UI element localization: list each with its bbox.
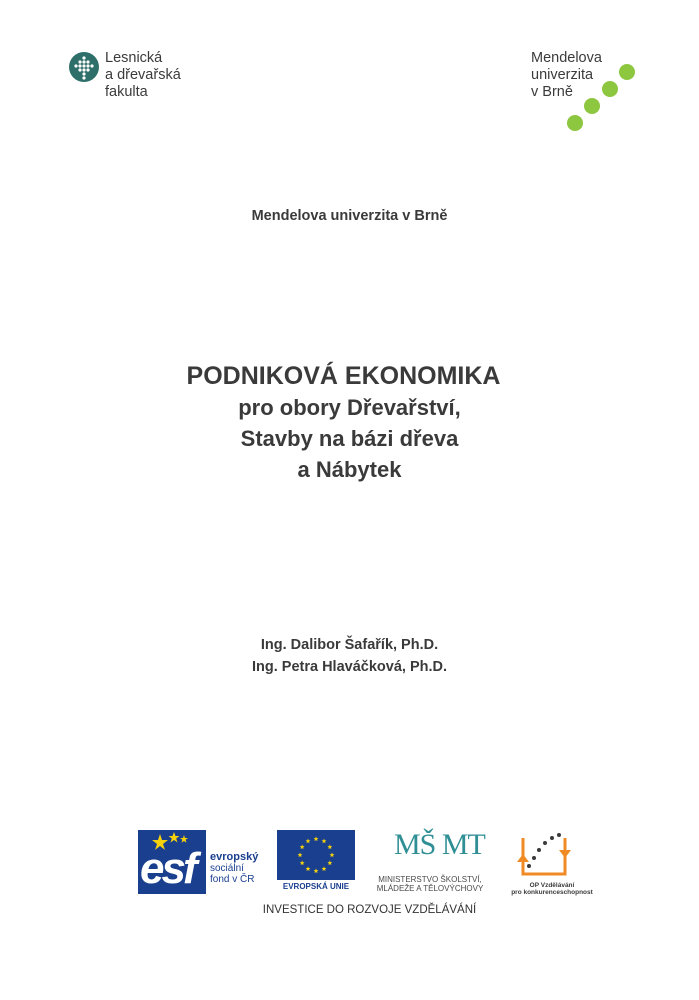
op-text: [507, 882, 597, 896]
title-main: PODNIKOVÁ EKONOMIKA: [186, 362, 501, 390]
university-name-line: v Brně: [531, 84, 573, 100]
faculty-name-line: a dřevařská: [105, 67, 181, 83]
esf-text-line: fond v ČR: [210, 874, 255, 885]
authors: [0, 634, 699, 678]
faculty-name-line: Lesnická: [105, 50, 163, 66]
eu-label: EVROPSKÁ UNIE: [282, 882, 350, 891]
msmt-mark: MŠ MT: [394, 828, 485, 861]
eu-star: [322, 866, 327, 871]
eu-star: [300, 844, 305, 849]
faculty-logo: [69, 50, 181, 101]
op-text-line: pro konkurenceschopnost: [511, 889, 593, 896]
eu-star: [327, 844, 332, 849]
eu-flag-icon: [277, 830, 355, 880]
msmt-text: [360, 875, 500, 893]
author-name: Ing. Petra Hlaváčková, Ph.D.: [251, 659, 448, 675]
eu-star: [314, 868, 319, 873]
eu-star: [327, 860, 332, 865]
eu-logo: [277, 830, 355, 894]
op-emblem-icon: [507, 828, 597, 882]
op-text-line: OP Vzdělávání: [529, 882, 575, 889]
msmt-logo: [360, 828, 500, 896]
eu-star: [298, 852, 303, 857]
esf-text: [210, 852, 258, 885]
green-dots-icon: [531, 50, 651, 140]
eu-star: [330, 852, 335, 857]
document-title: [0, 360, 699, 485]
title-line: Stavby na bázi dřeva: [240, 426, 459, 451]
title-line: a Nábytek: [297, 457, 402, 482]
footer-slogan: INVESTICE DO ROZVOJE VZDĚLÁVÁNÍ: [262, 904, 477, 916]
faculty-name-line: fakulta: [105, 84, 148, 100]
eu-star: [322, 839, 327, 844]
university-name-line: Mendelova: [531, 50, 602, 66]
msmt-text-line: MINISTERSTVO ŠKOLSTVÍ,: [378, 875, 482, 884]
op-logo: [507, 828, 597, 896]
eu-star: [314, 836, 319, 841]
university-heading: Mendelova univerzita v Brně: [251, 208, 448, 224]
esf-text-line: sociální: [210, 863, 244, 874]
esf-letters: esf: [140, 844, 195, 893]
eu-star: [300, 860, 305, 865]
faculty-name: [105, 50, 181, 101]
esf-mark: [138, 830, 206, 894]
author-name: Ing. Dalibor Šafařík, Ph.D.: [260, 637, 439, 653]
eu-star: [306, 839, 311, 844]
university-logo: [531, 50, 651, 140]
university-name-line: univerzita: [531, 67, 594, 83]
faculty-emblem-icon: [69, 52, 99, 82]
esf-text-line: evropský: [210, 851, 259, 863]
msmt-text-line: MLÁDEŽE A TĚLOVÝCHOVY: [376, 884, 484, 893]
title-line: pro obory Dřevařství,: [238, 395, 461, 420]
eu-star: [306, 866, 311, 871]
esf-logo: [138, 830, 268, 894]
